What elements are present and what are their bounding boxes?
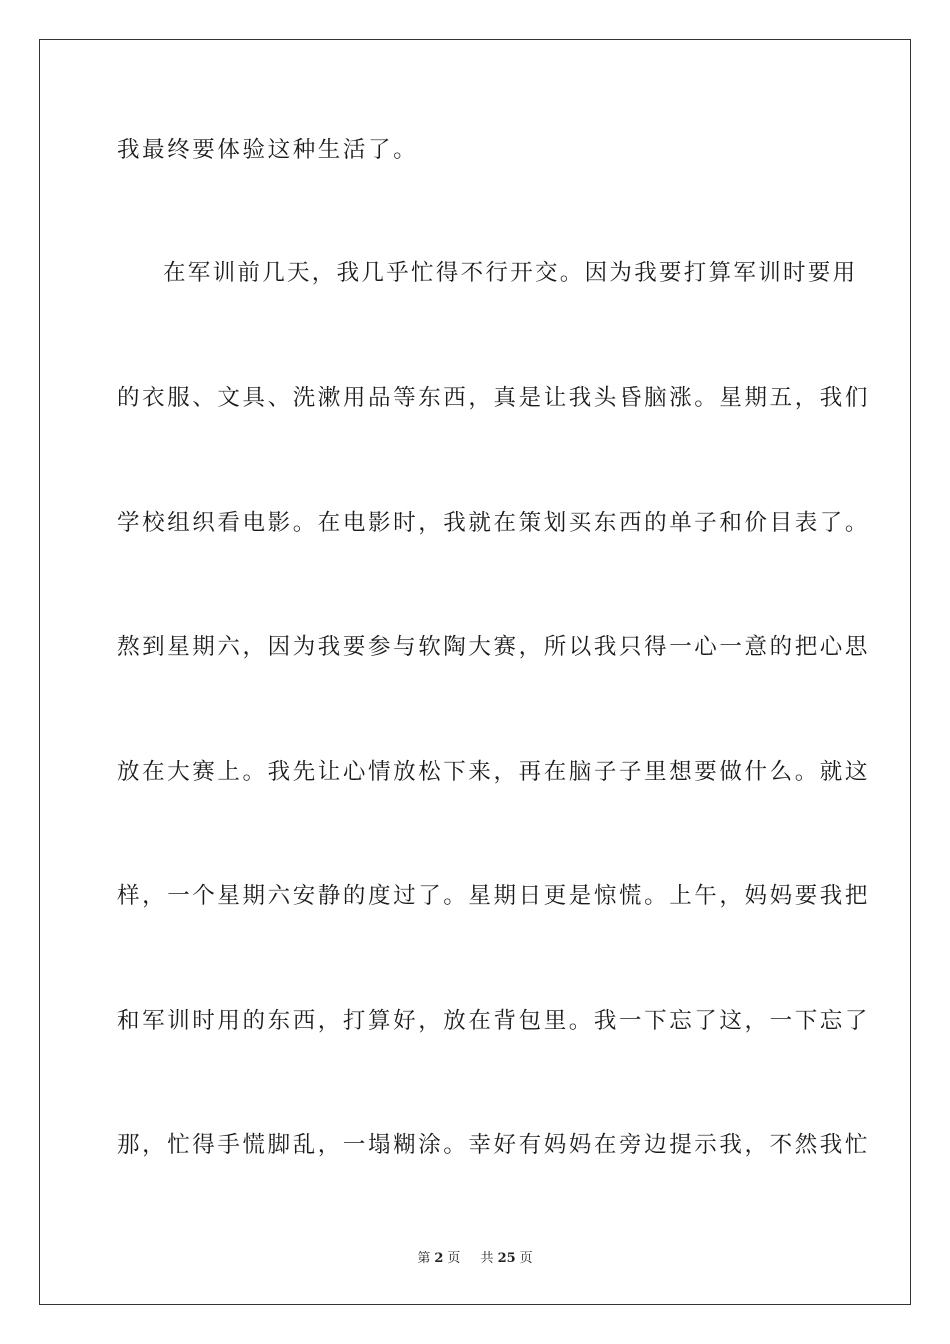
total-indicator xyxy=(477,1251,537,1266)
total-pages: 25 xyxy=(497,1251,516,1266)
page-prefix: 第 xyxy=(417,1251,431,1266)
page-indicator xyxy=(413,1251,464,1266)
total-suffix: 页 xyxy=(519,1251,533,1266)
text-line: 熬到星期六，因为我要参与软陶大赛，所以我只得一心一意的把心思 xyxy=(117,634,871,660)
page-footer xyxy=(0,1247,950,1266)
text-line: 样，一个星期六安静的度过了。星期日更是惊慌。上午，妈妈要我把 xyxy=(117,883,871,909)
total-prefix: 共 xyxy=(480,1251,494,1266)
text-line: 的衣服、文具、洗漱用品等东西，真是让我头昏脑涨。星期五，我们 xyxy=(117,385,871,411)
text-line: 那，忙得手慌脚乱，一塌糊涂。幸好有妈妈在旁边提示我，不然我忙 xyxy=(117,1132,871,1158)
text-line: 我最终要体验这种生活了。 xyxy=(117,137,419,163)
text-line: 放在大赛上。我先让心情放松下来，再在脑子子里想要做什么。就这 xyxy=(117,759,871,785)
page-suffix: 页 xyxy=(447,1251,461,1266)
text-line: 在军训前几天，我几乎忙得不行开交。因为我要打算军训时要用 xyxy=(163,260,858,286)
text-line: 和军训时用的东西，打算好，放在背包里。我一下忘了这，一下忘了 xyxy=(117,1008,871,1034)
text-line: 学校组织看电影。在电影时，我就在策划买东西的单子和价目表了。 xyxy=(117,510,871,536)
page-border xyxy=(39,39,911,1305)
page-number: 2 xyxy=(434,1251,444,1266)
